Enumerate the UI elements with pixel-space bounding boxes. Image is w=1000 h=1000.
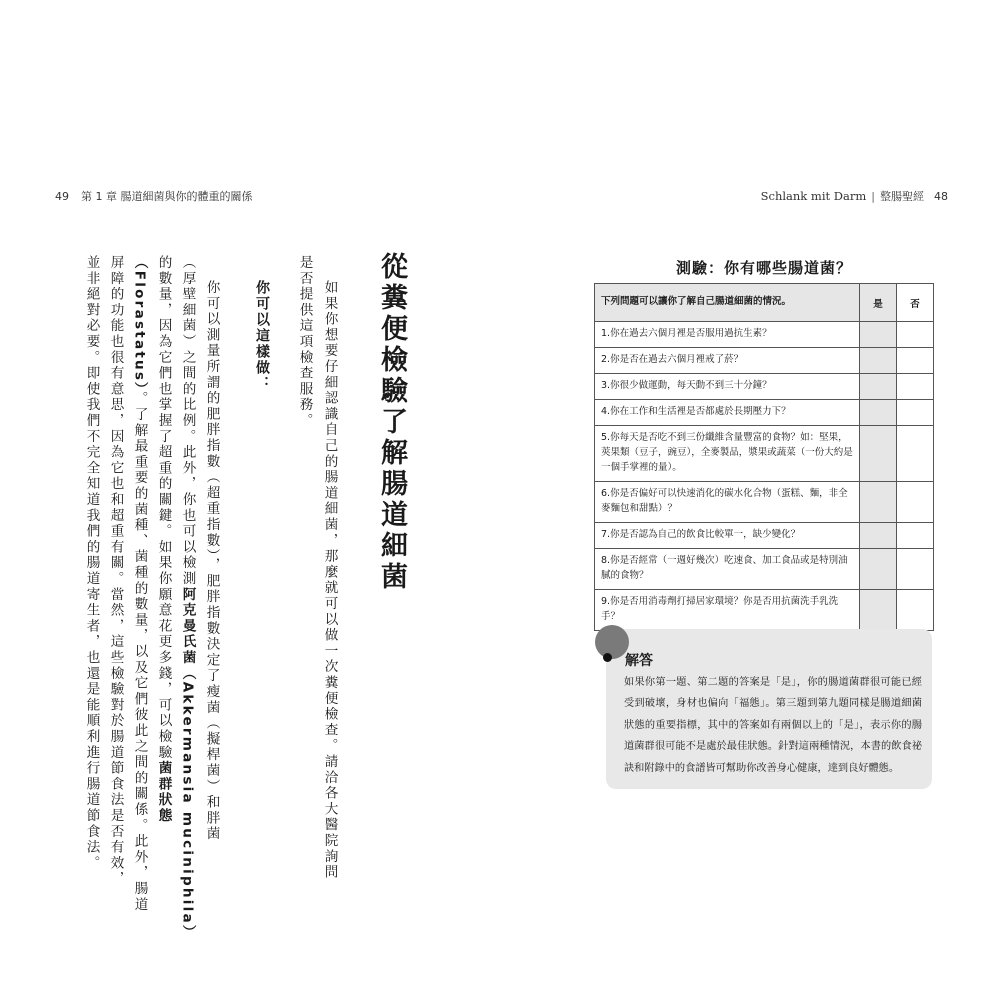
paragraph-line-2-text: （厚壁細菌）之間的比例。此外，你也可以檢測 — [179, 255, 196, 587]
intro-line-1: 如果你想要仔細認識自己的腸道細菌，那麼就可以做一次糞便檢查。請洽各大醫院詢問 — [321, 280, 338, 881]
no-cell[interactable] — [897, 482, 934, 523]
paragraph-line-4 — [132, 255, 146, 913]
paragraph-line-3-text: 的數量，因為它們也掌握了超重的關鍵。如果你願意花更多錢，可以檢驗 — [155, 255, 172, 761]
quiz-table — [594, 283, 934, 631]
book-title-en: Schlank mit Darm — [760, 189, 867, 203]
section-title: 從糞便檢驗了解腸道細菌 — [376, 252, 407, 593]
quiz-header-question: 下列問題可以讓你了解自己腸道細菌的情況。 — [595, 284, 860, 322]
yes-cell[interactable] — [860, 549, 897, 590]
no-cell[interactable] — [897, 400, 934, 426]
page-number-right: 48 — [934, 190, 948, 203]
paragraph-line-4-text: 。了解最重要的菌種、菌種的數量，以及它們彼此之間的關係。此外，腸道 — [131, 391, 148, 913]
quiz-question: 1.你在過去六個月裡是否服用過抗生素？ — [595, 322, 860, 348]
answer-dot-icon — [603, 653, 612, 662]
quiz-row — [595, 549, 934, 590]
yes-cell[interactable] — [860, 322, 897, 348]
quiz-question: 8.你是否經常（一週好幾次）吃速食、加工食品或是特別油膩的食物？ — [595, 549, 860, 590]
quiz-row — [595, 426, 934, 482]
intro-line-2: 是否提供這項檢查服務。 — [296, 255, 313, 429]
akkermansia-term: 阿克曼氏菌（Akkermansia muciniphila） — [179, 586, 196, 941]
page-number-left: 49 — [55, 190, 69, 203]
quiz-row — [595, 482, 934, 523]
quiz-header-no: 否 — [897, 284, 934, 322]
yes-cell[interactable] — [860, 523, 897, 549]
no-cell[interactable] — [897, 374, 934, 400]
quiz-row — [595, 590, 934, 631]
paragraph-line-5: 屏障的功能也很有意思，因為它也和超重有關。當然，這些檢驗對於腸道節食法是否有效， — [107, 255, 124, 887]
yes-cell[interactable] — [860, 426, 897, 482]
yes-cell[interactable] — [860, 348, 897, 374]
answer-circle-icon — [595, 625, 629, 659]
no-cell[interactable] — [897, 549, 934, 590]
florastatus-term: （Florastatus） — [131, 255, 148, 392]
header-separator: | — [871, 190, 875, 203]
quiz-question: 9.你是否用消毒劑打掃居家環境？你是否用抗菌洗手乳洗手？ — [595, 590, 860, 631]
chapter-title: 第 1 章 腸道細菌與你的體重的關係 — [81, 190, 253, 203]
no-cell[interactable] — [897, 322, 934, 348]
no-cell[interactable] — [897, 523, 934, 549]
yes-cell[interactable] — [860, 374, 897, 400]
how-to-heading: 你可以這樣做： — [254, 280, 270, 392]
yes-cell[interactable] — [860, 482, 897, 523]
quiz-header-row — [595, 284, 934, 322]
answer-title: 解答 — [625, 653, 653, 669]
quiz-row — [595, 523, 934, 549]
paragraph-line-2 — [180, 255, 194, 941]
answer-text: 如果你第一題、第二題的答案是「是」，你的腸道菌群很可能已經受到破壞，身材也偏向「福態」。第三題到第九題同樣是腸道細菌狀態的重要指標，其中的答案如有兩個以上的「是」，表示你的腸道菌群很可能不是處於最佳狀態。針對這兩種情況，本書的飲食祕訣和附錄中的食譜皆可幫助你改善身心健康，達到良好體態。 — [624, 677, 922, 774]
no-cell[interactable] — [897, 590, 934, 631]
quiz-question: 6.你是否偏好可以快速消化的碳水化合物（蛋糕、麵，非全麥麵包和甜點）？ — [595, 482, 860, 523]
no-cell[interactable] — [897, 426, 934, 482]
paragraph-line-6: 並非絕對必要。即使我們不完全知道我們的腸道寄生者，也還是能順利進行腸道節食法。 — [83, 255, 100, 872]
quiz-question: 5.你每天是否吃不到三份纖維含量豐富的食物？如：堅果，莢果類（豆子，豌豆），全麥製品，漿果或蔬菜（一份大約是一個手掌裡的量）。 — [595, 426, 860, 482]
quiz-question: 2.你是否在過去六個月裡戒了菸？ — [595, 348, 860, 374]
flora-status-term: 菌群狀態 — [155, 760, 172, 824]
quiz-row — [595, 322, 934, 348]
quiz-row — [595, 374, 934, 400]
yes-cell[interactable] — [860, 400, 897, 426]
paragraph-line-1: 你可以測量所謂的肥胖指數（超重指數），肥胖指數決定了瘦菌（擬桿菌）和胖菌 — [203, 280, 220, 842]
book-title-zh: 整腸聖經 — [880, 190, 924, 203]
quiz-question: 4.你在工作和生活裡是否都處於長期壓力下？ — [595, 400, 860, 426]
quiz-title: 測驗：你有哪些腸道菌？ — [675, 259, 852, 277]
quiz-row — [595, 400, 934, 426]
paragraph-line-3 — [156, 255, 170, 824]
yes-cell[interactable] — [860, 590, 897, 631]
running-header-right — [761, 188, 948, 204]
quiz-row — [595, 348, 934, 374]
quiz-header-yes: 是 — [860, 284, 897, 322]
running-header-left — [55, 188, 253, 204]
no-cell[interactable] — [897, 348, 934, 374]
quiz-question: 3.你很少做運動，每天動不到三十分鐘？ — [595, 374, 860, 400]
quiz-question: 7.你是否認為自己的飲食比較單一，缺少變化？ — [595, 523, 860, 549]
